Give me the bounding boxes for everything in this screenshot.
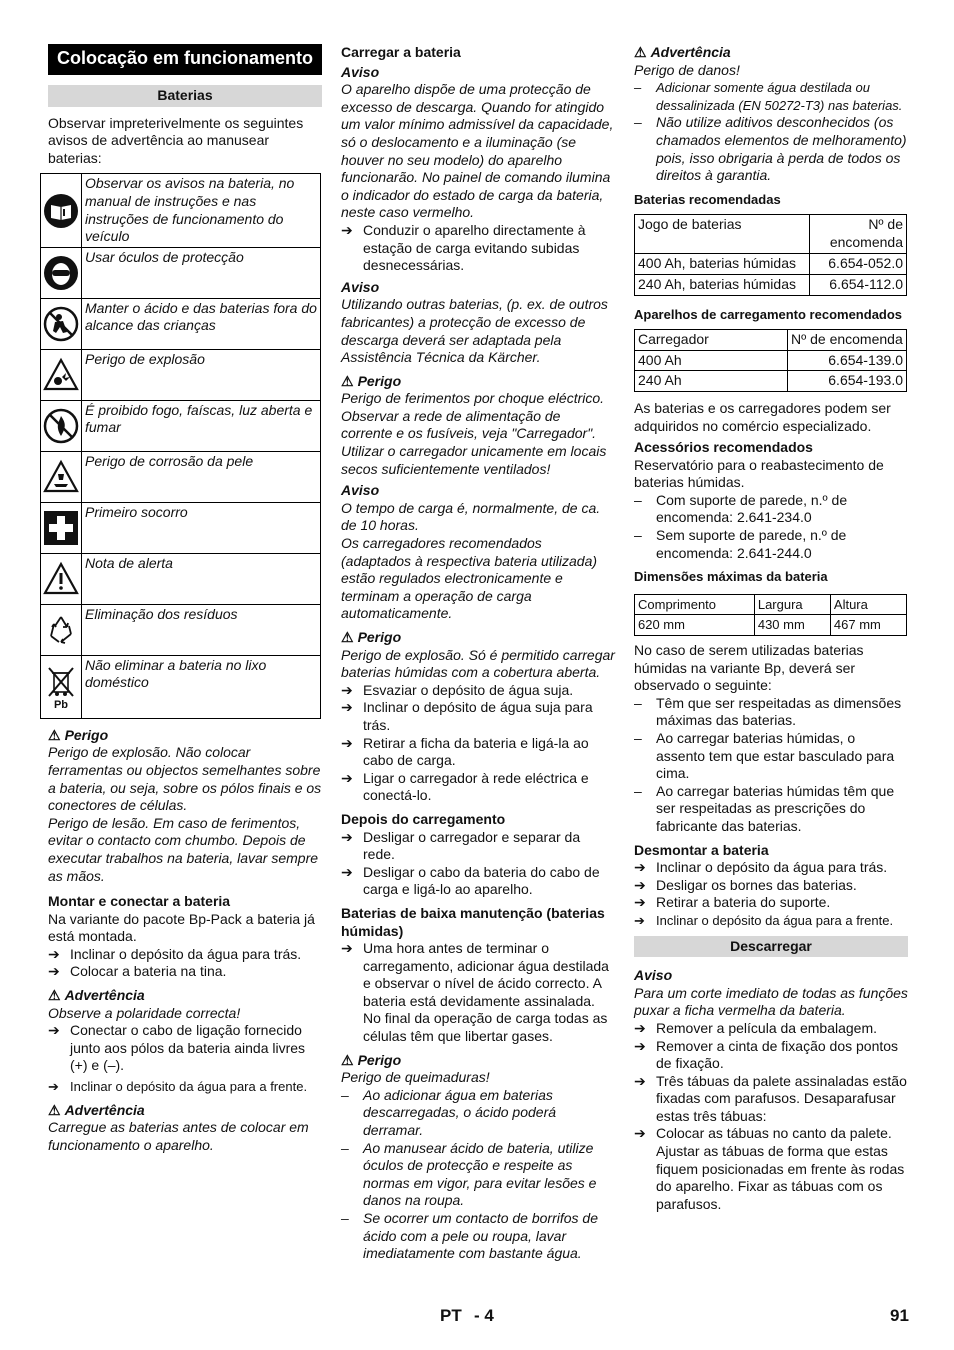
arrow-icon: ➔ bbox=[341, 863, 353, 880]
perigo-heading: ⚠ Perigo bbox=[48, 726, 109, 743]
dash-item: – Têm que ser respeitadas as dimensões máximas das baterias. bbox=[634, 694, 902, 729]
dash-marker: – bbox=[634, 527, 642, 544]
step-item: ➔ Remover a película da embalagem. bbox=[634, 1019, 878, 1036]
explosion-icon bbox=[43, 357, 79, 393]
step-item: ➔ Retirar a bateria do suporte. bbox=[634, 894, 831, 911]
advertencia-heading: ⚠ Advertência bbox=[48, 987, 145, 1004]
paragraph: Reservatório para o reabastecimento de baterias húmidas. bbox=[634, 456, 884, 491]
step-item: ➔ Desligar os bornes das baterias. bbox=[634, 876, 857, 893]
footer-page-number: 91 bbox=[890, 1306, 909, 1325]
dash-item: – Não utilize aditivos desconhecidos (os chamados elementos de melhoramento) pois, isso obrigaria à perda de todos os direitos à garantia. bbox=[634, 114, 907, 184]
aviso-text: Os carregadores recomendados (adaptados à respectiva bateria utilizada) estão regulados electronicamente e terminam a operação de carga automaticamente. bbox=[341, 535, 598, 622]
step-item: ➔ Uma hora antes de terminar o carregamento, adicionar água destilada e observar o nível de ácido correcto. A bateria está devidamente assinalada. No final da operação de carga todas as células têm que libertar gases. bbox=[341, 940, 609, 1045]
arrow-icon: ➔ bbox=[341, 221, 353, 238]
dash-item: – Sem suporte de parede, n.º de encomenda: 2.641-244.0 bbox=[634, 527, 847, 561]
arrow-icon: ➔ bbox=[48, 1079, 59, 1095]
dash-marker: – bbox=[341, 1210, 349, 1226]
dash-marker: – bbox=[634, 491, 642, 508]
step-item: ➔ Remover a cinta de fixação dos pontos de fixação. bbox=[634, 1037, 899, 1072]
table-row: 240 Ah, baterias húmidas 6.654-112.0 bbox=[635, 274, 907, 295]
arrow-icon: ➔ bbox=[634, 912, 645, 928]
dash-marker: – bbox=[634, 782, 642, 799]
step-item: ➔ Três tábuas da palete assinaladas estão fixadas com parafusos. Desaparafusar estas três tábuas: bbox=[634, 1072, 907, 1124]
advertencia-heading: ⚠ Advertência bbox=[48, 1101, 145, 1118]
safety-symbols-table bbox=[40, 173, 321, 718]
symbol-text: Eliminação dos resíduos bbox=[82, 604, 321, 655]
arrow-icon: ➔ bbox=[341, 940, 353, 957]
symbol-text: Nota de alerta bbox=[82, 553, 321, 604]
subheading-dimensoes: Dimensões máximas da bateria bbox=[634, 569, 828, 585]
warning-icon: ⚠ bbox=[48, 987, 61, 1004]
arrow-icon: ➔ bbox=[341, 828, 353, 845]
arrow-icon: ➔ bbox=[341, 699, 353, 716]
arrow-icon: ➔ bbox=[634, 1072, 646, 1089]
step-item: ➔ Inclinar o depósito da água para a frente. bbox=[634, 912, 894, 928]
column-3 bbox=[634, 44, 908, 1213]
intro-text: Observar impreterivelmente os seguintes avisos de advertência ao manusear baterias: bbox=[48, 114, 304, 166]
footer-section-page: - 4 bbox=[474, 1306, 494, 1325]
perigo-heading: ⚠ Perigo bbox=[341, 629, 402, 645]
table-row bbox=[41, 553, 321, 604]
table-row bbox=[41, 655, 321, 718]
arrow-icon: ➔ bbox=[341, 734, 353, 751]
warning-icon: ⚠ bbox=[341, 1051, 354, 1068]
perigo-text: Perigo de explosão. Só é permitido carregar baterias húmidas com a cobertura aberta. bbox=[341, 646, 615, 681]
aviso-text: Utilizando outras baterias, (p. ex. de outros fabricantes) a protecção de excesso de descarga deverá ser adaptada pela Assistência Técnica da Kärcher. bbox=[341, 296, 608, 366]
warning-icon: ⚠ bbox=[634, 44, 647, 60]
warning-icon: ⚠ bbox=[341, 372, 354, 389]
dash-item: – Adicionar somente água destilada ou dessalinizada (EN 50272-T3) nas baterias. bbox=[634, 80, 903, 113]
subheading-carregadores: Aparelhos de carregamento recomendados bbox=[634, 306, 903, 322]
warning-icon bbox=[43, 561, 79, 597]
table-header-row: Comprimento Largura Altura bbox=[635, 594, 907, 615]
subheading-baterias-recomendadas: Baterias recomendadas bbox=[634, 191, 781, 207]
subsection-bar-descarregar: Descarregar bbox=[634, 936, 908, 958]
step-item: ➔ Conectar o cabo de ligação fornecido junto aos pólos da bateria ainda livres (+) e (–). bbox=[48, 1022, 306, 1074]
footer-language: PT bbox=[440, 1306, 462, 1325]
corrosion-icon bbox=[43, 459, 79, 495]
subheading-depois: Depois do carregamento bbox=[341, 810, 506, 827]
paragraph: As baterias e os carregadores podem ser adquiridos no comércio especializado. bbox=[634, 399, 891, 434]
table-row bbox=[41, 502, 321, 553]
table-row bbox=[41, 604, 321, 655]
pb-label: Pb bbox=[53, 698, 69, 711]
dash-marker: – bbox=[341, 1139, 349, 1156]
symbol-text: É proibido fogo, faíscas, luz aberta e fumar bbox=[82, 400, 321, 451]
symbol-text: Perigo de explosão bbox=[82, 349, 321, 400]
perigo-text: Perigo de lesão. Em caso de ferimentos, evitar o contacto com chumbo. Depois de executar trabalhos na bateria, lavar sempre as mãos. bbox=[48, 814, 319, 884]
table-row: 620 mm 430 mm 467 mm bbox=[635, 615, 907, 636]
arrow-icon: ➔ bbox=[48, 963, 60, 980]
advertencia-heading: ⚠ Advertência bbox=[634, 44, 731, 60]
step-item: ➔ Colocar as tábuas no canto da palete. Ajustar as tábuas de forma que estas fiquem posicionadas em frente às rodas do aparelho. Fixar as tábuas com os parafusos. bbox=[634, 1125, 905, 1212]
table-row bbox=[41, 451, 321, 502]
arrow-icon: ➔ bbox=[634, 1125, 646, 1142]
arrow-icon: ➔ bbox=[341, 769, 353, 786]
subheading-acessorios: Acessórios recomendados bbox=[634, 439, 813, 456]
step-item: ➔ Desligar o cabo da bateria do cabo de carga e ligá-lo ao aparelho. bbox=[341, 863, 600, 898]
subsection-bar-baterias: Baterias bbox=[48, 85, 322, 107]
arrow-icon: ➔ bbox=[341, 681, 353, 698]
dash-item: – Ao manusear ácido de bateria, utilize óculos de protecção e respeite as normas em vigor, para evitar lesões e danos na roupa. bbox=[341, 1139, 597, 1209]
symbol-text: Observar os avisos na bateria, no manual de instruções e nas instruções de funcionamento do veículo bbox=[82, 174, 321, 247]
subheading-desmontar: Desmontar a bateria bbox=[634, 841, 769, 858]
arrow-icon: ➔ bbox=[634, 876, 646, 893]
table-row bbox=[41, 298, 321, 349]
no-trash-pb-icon bbox=[43, 663, 79, 699]
no-fire-icon bbox=[43, 408, 79, 444]
aviso-heading: Aviso bbox=[341, 278, 380, 295]
dash-marker: – bbox=[634, 694, 642, 711]
aviso-heading: Aviso bbox=[341, 482, 380, 499]
advertencia-text: Carregue as baterias antes de colocar em funcionamento o aparelho. bbox=[48, 1119, 309, 1153]
dash-item: – Se ocorrer um contacto de borrifos de ácido com a pele ou roupa, lavar imediatamente com bastante água. bbox=[341, 1210, 599, 1262]
perigo-heading: ⚠ Perigo bbox=[341, 1051, 402, 1068]
step-item: ➔ Esvaziar o depósito de água suja. bbox=[341, 681, 574, 698]
table-row bbox=[41, 174, 321, 247]
symbol-text: Manter o ácido e das baterias fora do alcance das crianças bbox=[82, 298, 321, 349]
arrow-icon: ➔ bbox=[634, 894, 646, 911]
subheading-baixa: Baterias de baixa manutenção (baterias húmidas) bbox=[341, 904, 605, 939]
aviso-text: Para um corte imediato de todas as funções puxar a ficha vermelha da bateria. bbox=[634, 984, 908, 1019]
paragraph: No caso de serem utilizadas baterias húmidas na variante Bp, deverá ser observado o seguinte: bbox=[634, 642, 864, 694]
symbol-text: Perigo de corrosão da pele bbox=[82, 451, 321, 502]
table-row bbox=[41, 400, 321, 451]
perigo-heading: ⚠ Perigo bbox=[341, 372, 402, 389]
aviso-text: O tempo de carga é, normalmente, de ca. de 10 horas. bbox=[341, 499, 601, 534]
table-row bbox=[41, 349, 321, 400]
step-item: ➔ Conduzir o aparelho directamente à estação de carga evitando subidas desnecessárias. bbox=[341, 221, 586, 274]
dash-item: – Com suporte de parede, n.º de encomenda: 2.641-234.0 bbox=[634, 491, 848, 526]
table-row bbox=[41, 247, 321, 298]
first-aid-icon bbox=[43, 510, 79, 546]
step-item: ➔ Desligar o carregador e separar da rede. bbox=[341, 828, 581, 863]
warning-icon: ⚠ bbox=[341, 629, 354, 645]
advertencia-text: Perigo de danos! bbox=[634, 61, 740, 78]
warning-icon: ⚠ bbox=[48, 1101, 61, 1118]
aviso-text: O aparelho dispõe de uma protecção de excesso de descarga. Quando for atingido um valor mínimo admissível da capacidade, só o deslocamento e a iluminação (se houver no seu modelo) do aparelho funcionarão. No painel de comando ilumina o indicador do estado de carga da bateria, neste caso vermelho. bbox=[341, 81, 614, 221]
step-item: ➔ Inclinar o depósito da água para a frente. bbox=[48, 1079, 308, 1095]
column-1 bbox=[48, 44, 322, 1154]
step-item: ➔ Inclinar o depósito da água para trás. bbox=[48, 945, 302, 962]
dash-item: – Ao carregar baterias húmidas têm que ser respeitadas as prescrições do fabricante das baterias. bbox=[634, 782, 895, 834]
arrow-icon: ➔ bbox=[634, 1019, 646, 1036]
dash-item: – Ao carregar baterias húmidas, o assento tem que estar basculado para cima. bbox=[634, 730, 895, 782]
step-item: ➔ Ligar o carregador à rede eléctrica e conectá-lo. bbox=[341, 769, 589, 804]
max-dimensions-table bbox=[634, 594, 907, 636]
aviso-heading: Aviso bbox=[634, 967, 673, 984]
keep-children-away-icon bbox=[43, 306, 79, 342]
step-item: ➔ Retirar a ficha da bateria e ligá-la ao cabo de carga. bbox=[341, 734, 589, 769]
column-2 bbox=[341, 44, 615, 1263]
aviso-heading: Aviso bbox=[341, 63, 380, 80]
table-header-row: Jogo de baterias Nº de encomenda bbox=[635, 215, 907, 254]
dash-marker: – bbox=[634, 80, 642, 96]
subheading-montar: Montar e conectar a bateria bbox=[48, 893, 231, 910]
recycling-icon bbox=[43, 612, 79, 648]
arrow-icon: ➔ bbox=[634, 1037, 646, 1054]
symbol-text: Primeiro socorro bbox=[82, 502, 321, 553]
recommended-batteries-table bbox=[634, 214, 907, 295]
paragraph: Na variante do pacote Bp-Pack a bateria já está montada. bbox=[48, 910, 315, 945]
warning-icon: ⚠ bbox=[48, 726, 61, 743]
perigo-text: Perigo de queimaduras! bbox=[341, 1069, 490, 1086]
table-header-row: Carregador Nº de encomenda bbox=[635, 330, 907, 351]
step-item: ➔ Inclinar o depósito da água para trás. bbox=[634, 859, 888, 876]
recommended-chargers-table bbox=[634, 329, 907, 392]
table-row: 400 Ah 6.654-139.0 bbox=[635, 350, 907, 371]
perigo-text: Perigo de explosão. Não colocar ferramentas ou objectos semelhantes sobre a bateria, ou seja, sobre os pólos finais e os conectores de células. bbox=[48, 744, 322, 814]
advertencia-text: Observe a polaridade correcta! bbox=[48, 1004, 241, 1021]
table-row: 400 Ah, baterias húmidas 6.654-052.0 bbox=[635, 254, 907, 275]
perigo-text: Perigo de ferimentos por choque eléctrico. Observar a rede de alimentação de corrente e os fusíveis, veja "Carregador". Utilizar o carregador unicamente em locais secos suficientemente ventilados! bbox=[341, 390, 607, 477]
dash-marker: – bbox=[341, 1086, 349, 1103]
manual-icon bbox=[43, 193, 79, 229]
dash-marker: – bbox=[634, 114, 642, 131]
table-row: 240 Ah 6.654-193.0 bbox=[635, 371, 907, 392]
arrow-icon: ➔ bbox=[48, 1022, 60, 1039]
arrow-icon: ➔ bbox=[48, 945, 60, 962]
goggles-icon bbox=[43, 255, 79, 291]
section-title: Colocação em funcionamento bbox=[48, 44, 322, 75]
step-item: ➔ Colocar a bateria na tina. bbox=[48, 963, 227, 980]
step-item: ➔ Inclinar o depósito de água suja para trás. bbox=[341, 699, 593, 733]
dash-item: – Ao adicionar água em baterias descarregadas, o ácido poderá derramar. bbox=[341, 1086, 557, 1139]
arrow-icon: ➔ bbox=[634, 859, 646, 876]
subheading-carregar: Carregar a bateria bbox=[341, 44, 461, 60]
dash-marker: – bbox=[634, 730, 642, 746]
symbol-text: Não eliminar a bateria no lixo doméstico bbox=[82, 655, 321, 718]
symbol-text: Usar óculos de protecção bbox=[82, 247, 321, 298]
